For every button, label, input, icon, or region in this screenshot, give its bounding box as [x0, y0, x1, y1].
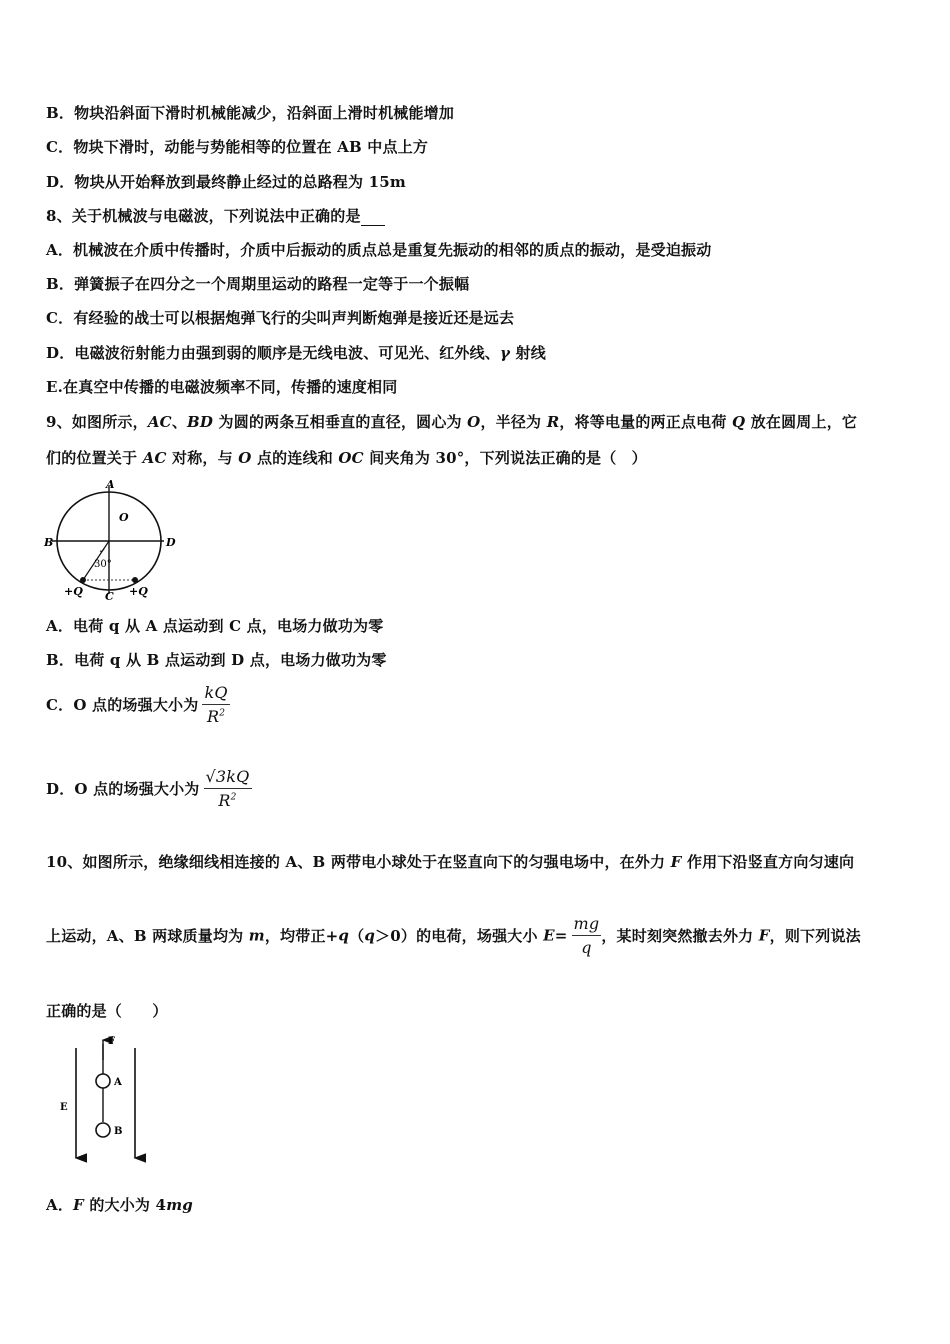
charge-right: [132, 577, 138, 583]
var-ac: AC: [147, 413, 172, 431]
label-q-left: +Q: [64, 585, 83, 598]
text: 放在圆周上，它: [745, 413, 858, 431]
q9-stem-line2: [46, 447, 647, 468]
text: ＞0）的电荷，场强大小: [375, 927, 544, 945]
text: 10、如图所示，绝缘细线相连接的 A、B 两带电小球处于在竖直向下的匀强电场中，在外力: [46, 853, 671, 871]
numerator: mg: [572, 914, 602, 936]
q9-circle-figure: [40, 478, 190, 606]
q9-stem-line1: [46, 411, 857, 432]
text: 对称，与: [166, 449, 239, 467]
fraction-kq-r2: [202, 683, 229, 726]
q7-option-d: D．物块从开始释放到最终静止经过的总路程为 15m: [46, 173, 406, 191]
gamma-symbol: γ: [500, 344, 511, 362]
text: ，则下列说法: [769, 927, 861, 945]
charge-left: [80, 577, 86, 583]
q8-option-e: E.在真空中传播的电磁波频率不同，传播的速度相同: [46, 378, 398, 396]
denominator: [204, 789, 252, 810]
den-base: R: [218, 791, 231, 810]
label-angle: 30°: [94, 559, 112, 570]
label-o: O: [119, 511, 129, 524]
label-e: E: [60, 1102, 68, 1113]
den-exponent: 2: [219, 708, 226, 719]
var-f: F: [73, 1196, 84, 1214]
denominator: [202, 705, 229, 726]
label-a: A: [114, 1077, 122, 1088]
numerator: √3kQ: [204, 767, 252, 789]
label-d: D: [166, 536, 176, 549]
text: =: [554, 926, 568, 945]
q8-option-c: C．有经验的战士可以根据炮弹飞行的尖叫声判断炮弹是接近还是远去: [46, 309, 515, 327]
den-base: R: [206, 707, 220, 726]
var-m: m: [248, 926, 265, 945]
var-o: O: [467, 413, 481, 431]
angle-arc: [100, 549, 104, 551]
label-a: A: [106, 478, 115, 491]
var-q: q: [364, 926, 376, 945]
q9-option-d: [46, 767, 252, 810]
var-e: E: [543, 926, 555, 945]
label-b: B: [44, 536, 54, 549]
var-q: q: [338, 926, 350, 945]
text: 9、如图所示，: [46, 413, 148, 431]
text: 上运动，A、B 两球质量均为: [46, 927, 249, 945]
q10-option-a: [46, 1194, 193, 1215]
q8-stem: [46, 205, 385, 226]
var-oc: OC: [338, 449, 364, 467]
q10-stem-line3: 正确的是（ ）: [46, 1002, 168, 1020]
text: 、: [171, 413, 188, 431]
q8-stem-text: 8、关于机械波与电磁波，下列说法中正确的是: [46, 207, 361, 225]
label-f: F: [108, 1036, 116, 1047]
text: ，半径为: [480, 413, 547, 431]
fraction-mg-q: [572, 914, 602, 957]
text: 作用下沿竖直方向匀速向: [681, 853, 855, 871]
q10-stem-line2: [46, 914, 861, 957]
q8-option-d-suffix: 射线: [510, 344, 546, 362]
q7-option-c: C．物块下滑时，动能与势能相等的位置在 AB 中点上方: [46, 138, 429, 156]
q10-field-figure: [52, 1034, 167, 1168]
q9-option-d-text: D．O 点的场强大小为: [46, 780, 200, 798]
text: 为圆的两条互相垂直的直径，圆心为: [213, 413, 468, 431]
answer-blank: [361, 211, 385, 226]
q9-option-c-text: C．O 点的场强大小为: [46, 696, 199, 714]
label-q-right: +Q: [129, 585, 148, 598]
text: 间夹角为 30°，下列说法正确的是（ ）: [363, 449, 647, 467]
q7-option-b: B．物块沿斜面下滑时机械能减少，沿斜面上滑时机械能增加: [46, 104, 455, 122]
var-o: O: [238, 449, 252, 467]
ball-a: [96, 1074, 110, 1088]
var-mg: mg: [166, 1196, 193, 1214]
fraction-sqrt3kq-r2: [204, 767, 252, 810]
q8-option-d: [46, 342, 546, 363]
var-bd: BD: [187, 413, 214, 431]
var-ac: AC: [142, 449, 167, 467]
denominator: q: [581, 938, 592, 957]
q9-option-c: [46, 683, 230, 726]
q8-option-a: A．机械波在介质中传播时，介质中后振动的质点总是重复先振动的相邻的质点的振动，是受迫振动: [46, 241, 712, 259]
var-q: Q: [731, 413, 746, 431]
numerator: kQ: [202, 683, 229, 705]
label-c: C: [105, 590, 114, 603]
var-f: F: [670, 853, 682, 871]
q10-stem-line1: [46, 851, 854, 872]
var-f: F: [758, 926, 770, 945]
text: A．: [46, 1196, 74, 1214]
q9-option-a: A．电荷 q 从 A 点运动到 C 点，电场力做功为零: [46, 617, 384, 635]
text: ，某时刻突然撤去外力: [601, 927, 759, 945]
text: 的大小为 4: [83, 1196, 167, 1214]
label-b: B: [114, 1126, 123, 1137]
text: 们的位置关于: [46, 449, 143, 467]
text: 点的连线和: [251, 449, 339, 467]
text: ，将等电量的两正点电荷: [559, 413, 732, 431]
den-exponent: 2: [230, 792, 237, 803]
ball-b: [96, 1123, 110, 1137]
q8-option-b: B．弹簧振子在四分之一个周期里运动的路程一定等于一个振幅: [46, 275, 470, 293]
q8-option-d-text: D．电磁波衍射能力由强到弱的顺序是无线电波、可见光、红外线、: [46, 344, 501, 362]
q9-option-b: B．电荷 q 从 B 点运动到 D 点，电场力做功为零: [46, 651, 387, 669]
text: ，均带正+: [264, 927, 339, 945]
text: （: [349, 927, 365, 945]
var-r: R: [546, 413, 560, 431]
